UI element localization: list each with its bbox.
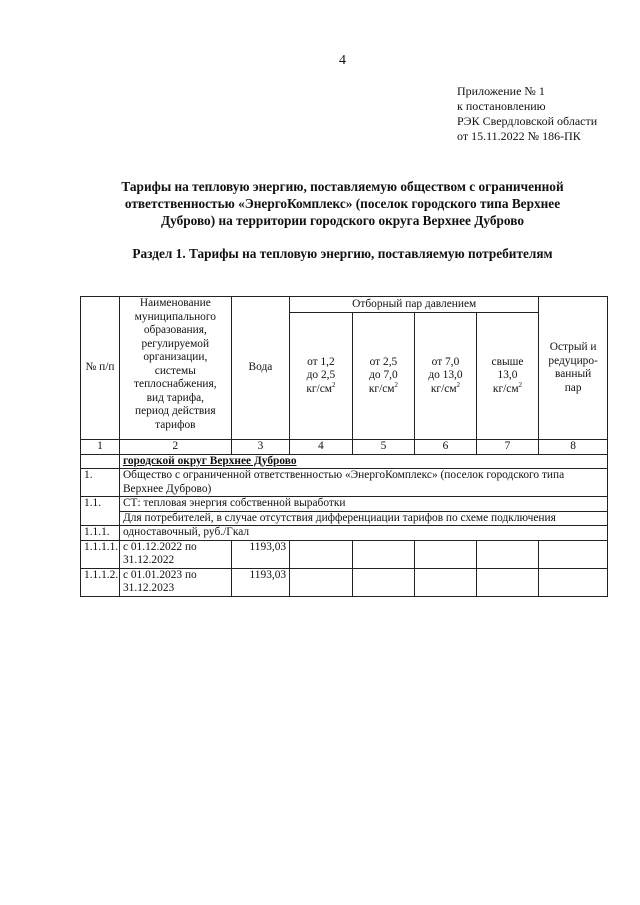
header-sharp-line: пар xyxy=(564,381,582,394)
appendix-block xyxy=(457,84,597,144)
appendix-line: Приложение № 1 xyxy=(457,84,545,98)
row-number: 1.1. xyxy=(81,497,120,526)
column-numbers-row xyxy=(81,440,608,455)
empty-cell xyxy=(81,454,120,469)
column-number: 7 xyxy=(476,440,539,455)
tariff-table xyxy=(80,296,608,597)
header-name-line: организации, xyxy=(143,351,208,363)
empty-cell xyxy=(476,568,539,596)
header-name-line: системы xyxy=(154,364,196,377)
steam-col-line: свыше xyxy=(491,355,524,368)
header-steam-col xyxy=(290,313,353,440)
header-sharp-line: ванный xyxy=(555,368,592,380)
header-sharp-line: Острый и xyxy=(549,341,597,353)
empty-cell xyxy=(290,540,353,568)
steam-col-line: от 1,2 xyxy=(307,355,335,368)
header-name-line: образования, xyxy=(143,324,207,336)
column-number: 3 xyxy=(231,440,289,455)
title-line: ответственностью «ЭнергоКомплекс» (поселок городского типа Верхнее xyxy=(124,196,561,211)
system-row xyxy=(81,497,608,512)
tariff-type-row xyxy=(81,526,608,541)
column-number: 2 xyxy=(119,440,231,455)
appendix-line: к постановлению xyxy=(457,99,546,113)
empty-cell xyxy=(290,568,353,596)
district-name: городской округ Верхнее Дуброво xyxy=(119,454,607,469)
header-sharp-steam xyxy=(539,297,608,440)
water-tariff: 1193,03 xyxy=(231,568,289,596)
row-number: 1.1.1.2. xyxy=(81,568,120,596)
column-number: 6 xyxy=(415,440,477,455)
water-tariff: 1193,03 xyxy=(231,540,289,568)
header-num: № п/п xyxy=(81,297,120,440)
steam-col-unit: $кг/см^2$ xyxy=(492,380,523,395)
title-line: Тарифы на тепловую энергию, поставляемую обществом с ограниченной xyxy=(121,179,564,194)
tariff-row xyxy=(81,540,608,568)
appendix-line: от 15.11.2022 № 186-ПК xyxy=(457,129,581,143)
header-name-line: теплоснабжения, xyxy=(134,378,217,390)
header-steam-group: Отборный пар давлением xyxy=(290,297,539,313)
tariff-period: с 01.01.2023 по 31.12.2023 xyxy=(119,568,231,596)
empty-cell xyxy=(352,540,415,568)
column-number: 4 xyxy=(290,440,353,455)
header-name-line: вид тарифа, xyxy=(146,391,205,404)
header-steam-col xyxy=(415,313,477,440)
consumers-note: Для потребителей, в случае отсутствия дифференциации тарифов по схеме подключения xyxy=(119,511,607,526)
page-number: 4 xyxy=(339,53,346,68)
header-steam-col xyxy=(476,313,539,440)
header-name-line: регулируемой xyxy=(141,337,210,350)
steam-col-line: от 7,0 xyxy=(431,355,460,368)
appendix-line: РЭК Свердловской области xyxy=(457,114,598,128)
header-name-line: тарифов xyxy=(155,418,196,431)
row-number: 1.1.1.1. xyxy=(81,540,120,568)
header-steam-col xyxy=(352,313,415,440)
column-number: 1 xyxy=(81,440,120,455)
section-title: Раздел 1. Тарифы на тепловую энергию, поставляемую потребителям xyxy=(132,246,553,261)
document-title xyxy=(70,178,615,229)
steam-col-line: до 13,0 xyxy=(428,369,463,382)
district-row xyxy=(81,454,608,469)
row-number: 1. xyxy=(81,469,120,497)
empty-cell xyxy=(415,540,477,568)
steam-col-unit: $кг/см^2$ xyxy=(306,380,336,395)
header-name-line: период действия xyxy=(135,405,216,417)
empty-cell xyxy=(352,568,415,596)
header-water: Вода xyxy=(231,297,289,440)
tariff-period: с 01.12.2022 по 31.12.2022 xyxy=(119,540,231,568)
tariff-type: одноставочный, руб./Гкал xyxy=(119,526,607,541)
system-name: СТ: тепловая энергия собственной выработки xyxy=(119,497,607,512)
title-line: Дуброво) на территории городского округа Верхнее Дуброво xyxy=(160,213,524,228)
empty-cell xyxy=(476,540,539,568)
header-name-line: муниципального xyxy=(134,310,216,323)
consumers-row xyxy=(81,511,608,526)
empty-cell xyxy=(539,540,608,568)
column-number: 8 xyxy=(539,440,608,455)
steam-col-unit: $кг/см^2$ xyxy=(368,380,398,395)
organization-row xyxy=(81,469,608,497)
row-number: 1.1.1. xyxy=(81,526,120,541)
header-name xyxy=(119,297,231,440)
empty-cell xyxy=(415,568,477,596)
organization-name: Общество с ограниченной ответственностью «ЭнергоКомплекс» (поселок городского типа Верхнее Дуброво) xyxy=(119,469,607,497)
header-sharp-line: редуциро- xyxy=(548,354,598,367)
steam-col-unit: $кг/см^2$ xyxy=(430,380,461,395)
steam-col-line: 13,0 xyxy=(497,369,518,382)
tariff-row xyxy=(81,568,608,596)
steam-col-line: до 7,0 xyxy=(369,369,398,382)
empty-cell xyxy=(539,568,608,596)
steam-col-line: до 2,5 xyxy=(306,369,336,382)
column-number: 5 xyxy=(352,440,415,455)
steam-col-line: от 2,5 xyxy=(369,355,398,368)
header-name-line: Наименование xyxy=(139,297,211,309)
